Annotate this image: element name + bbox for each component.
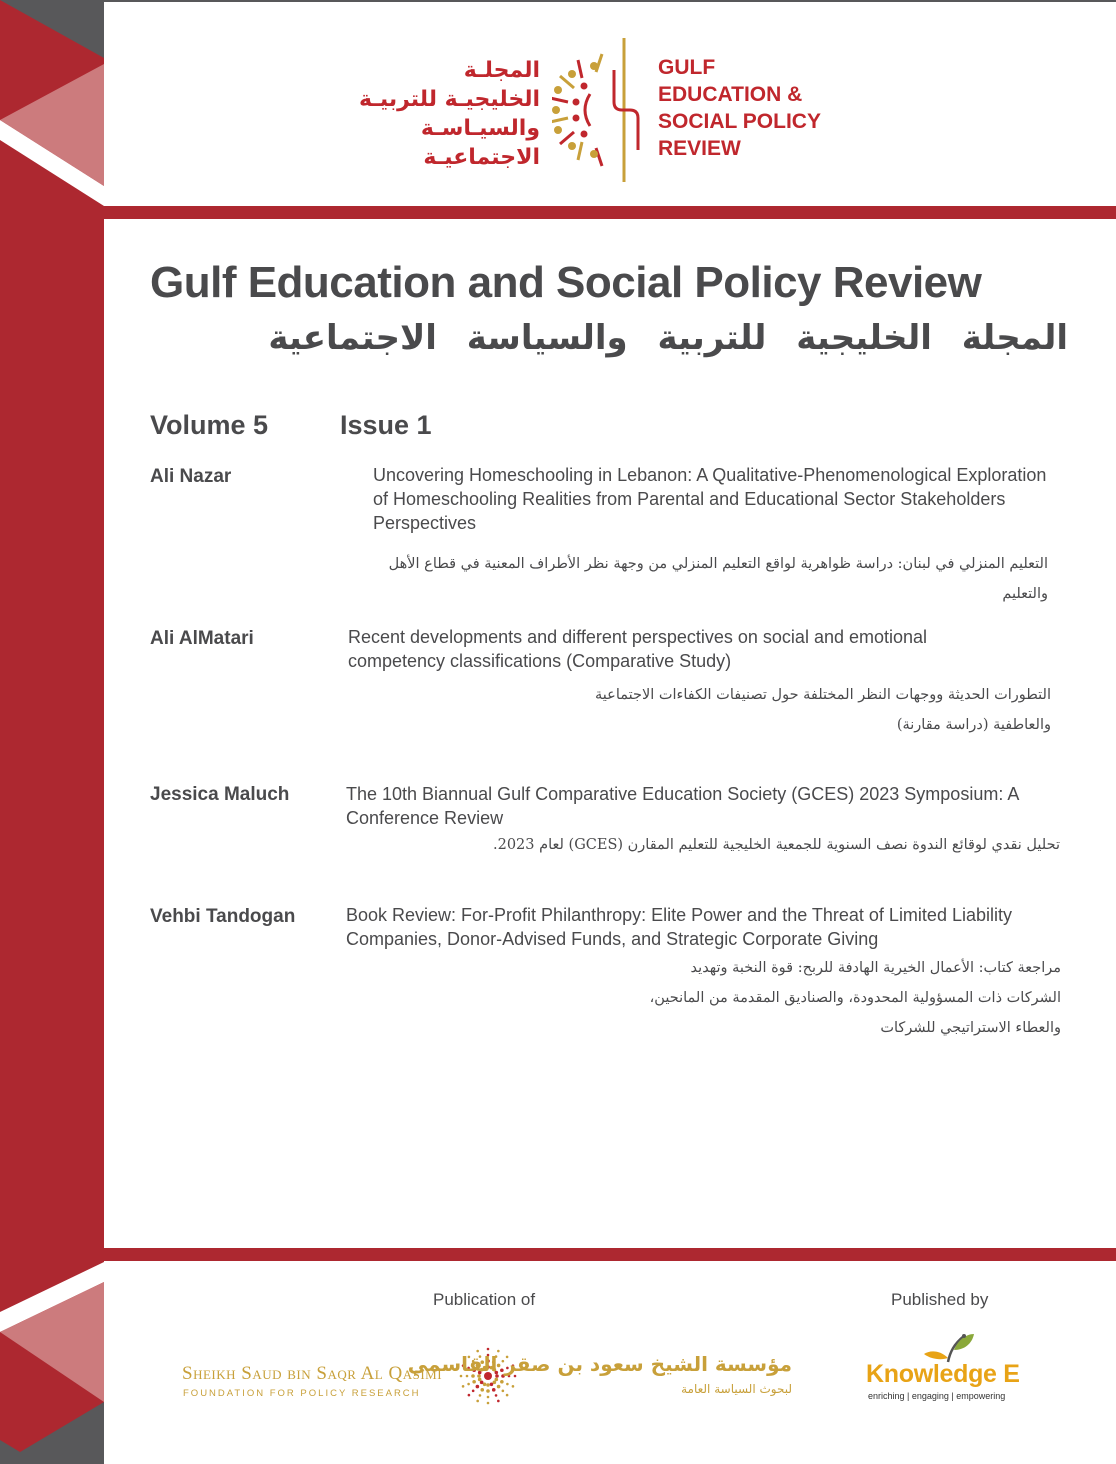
article-author: Ali AlMatari bbox=[150, 628, 254, 649]
knowledge-e-leaf-icon bbox=[920, 1328, 976, 1364]
journal-emblem-icon bbox=[552, 32, 648, 188]
article-title-ar: مراجعة كتاب: الأعمال الخيرية الهادفة للربح: قوة النخبة وتهديد الشركات ذات المسؤولية المحدودة، والصناديق المقدمة من المانحين، والعطاء الاستراتيجي للشركات bbox=[649, 960, 1061, 1036]
foundation-subtitle-ar: لبحوث السياسة العامة bbox=[681, 1382, 792, 1396]
foundation-emblem-icon bbox=[452, 1340, 524, 1412]
article-title-ar: التطورات الحديثة ووجهات النظر المختلفة حول تصنيفات الكفاءات الاجتماعية والعاطفية (دراسة مقارنة) bbox=[595, 687, 1051, 733]
foundation-name-ar: مؤسسة الشيخ سعود بن صقر القاسمي bbox=[407, 1352, 792, 1376]
issue-label: Issue 1 bbox=[340, 410, 432, 440]
article-author: Jessica Maluch bbox=[150, 784, 290, 805]
logo-english-line: REVIEW bbox=[658, 137, 741, 160]
logo-arabic-line: الخليجيـة للتربيـة bbox=[359, 87, 540, 112]
logo-english-line: EDUCATION & bbox=[658, 83, 803, 106]
published-by-label: Published by bbox=[891, 1290, 989, 1309]
volume-label: Volume 5 bbox=[150, 410, 269, 440]
publisher-tagline: enriching | engaging | empowering bbox=[868, 1391, 1006, 1401]
logo-arabic-line: والسيـاسـة bbox=[420, 116, 540, 141]
article-title-en: Uncovering Homeschooling in Lebanon: A Qualitative-Phenomenological Exploration of Homeschooling Realities from Parental and Educational Sector Stakeholders Perspectives bbox=[373, 465, 1047, 533]
article-author: Ali Nazar bbox=[150, 466, 232, 487]
article-title-en: Recent developments and different perspectives on social and emotional competency classifications (Comparative Study) bbox=[348, 627, 928, 671]
article-title-ar: التعليم المنزلي في لبنان: دراسة ظواهرية لواقع التعليم المنزلي من وجهة نظر الأطراف المعنية في قطاع الأهل والتعليم bbox=[388, 556, 1048, 602]
logo-arabic-line: المجلـة bbox=[463, 58, 540, 83]
article-author: Vehbi Tandogan bbox=[150, 906, 296, 927]
publisher-name: Knowledge E bbox=[866, 1360, 1020, 1388]
article-title-ar: تحليل نقدي لوقائع الندوة نصف السنوية للجمعية الخليجية للتعليم المقارن (GCES) لعام 2023. bbox=[492, 837, 1060, 853]
foundation-subtitle-en: FOUNDATION FOR POLICY RESEARCH bbox=[183, 1388, 421, 1399]
logo-arabic-line: الاجتماعيـة bbox=[423, 145, 540, 170]
journal-title-arabic: المجلة الخليجية للتربية والسياسة الاجتماعية bbox=[268, 318, 1068, 358]
logo-english-text bbox=[658, 54, 821, 162]
article-title-en: The 10th Biannual Gulf Comparative Education Society (GCES) 2023 Symposium: A Conference Review bbox=[346, 784, 1019, 828]
journal-title: Gulf Education and Social Policy Review bbox=[150, 258, 982, 307]
logo-arabic-text bbox=[340, 56, 540, 172]
publication-of-label: Publication of bbox=[433, 1290, 536, 1309]
logo-english-line: GULF bbox=[658, 56, 716, 79]
article-title-en: Book Review: For-Profit Philanthropy: Elite Power and the Threat of Limited Liability Companies, Donor-Advised Funds, and Strategic Corporate Giving bbox=[346, 905, 1012, 949]
logo-english-line: SOCIAL POLICY bbox=[658, 110, 821, 133]
foundation-name-en: Sheikh Saud bin Saqr Al Qasimi bbox=[182, 1363, 443, 1384]
